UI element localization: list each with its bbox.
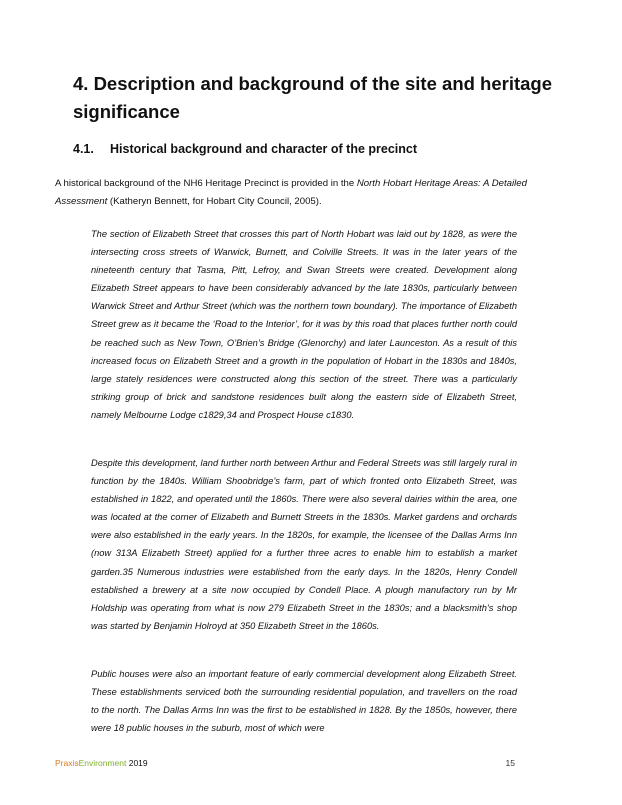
intro-text-before: A historical background of the NH6 Heritage Precinct is provided in the [55,178,357,189]
quote-paragraph-1: The section of Elizabeth Street that crosses this part of North Hobart was laid out by 1828, as were the intersecting cross streets of Warwick, Burnett, and Colville Streets. It was in the later years of the nineteenth century that Tasma, Pitt, Lefroy, and Swan Streets were created. Development along Elizabeth Street appears to have been considerably advanced by the late 1830s, particularly between Warwick Street and Arthur Street (which was the northern town boundary). The importance of Elizabeth Street grew as it became the ‘Road to the Interior’, for it was by this road that places further north could be reached such as New Town, O’Brien’s Bridge (Glenorchy) and later Launceston. As a result of this increased focus on Elizabeth Street and a growth in the population of Hobart in the 1830s and 1840s, large stately residences were constructed along this section of the street. There was a particularly striking group of brick and sandstone residences built along the eastern side of Elizabeth Street, namely Melbourne Lodge c1829,34 and Prospect House c1830. [91,229,517,420]
intro-text-after: (Katheryn Bennett, for Hobart City Council, 2005). [107,196,322,207]
section-heading: 4. Description and background of the site and heritage significance [73,73,553,122]
footer-brand-praxis: Praxis [55,758,79,768]
page-footer [55,757,515,769]
subsection-title: Historical background and character of the precinct [110,142,418,156]
quote-paragraph-3: Public houses were also an important feature of early commercial development along Elizabeth Street. These establishments serviced both the surrounding residential population, and travellers on the road to the north. The Dallas Arms Inn was the first to be established in 1828. By the 1850s, however, there were 18 public houses in the suburb, most of which were [91,669,517,734]
intro-source-title: North Hobart Heritage Areas: A Detailed Assessment [55,178,527,207]
quote-paragraph-2: Despite this development, land further north between Arthur and Federal Streets was still largely rural in function by the 1840s. William Shoobridge’s farm, part of which fronted onto Elizabeth Street, was established in 1822, and operated until the 1860s. There were also several dairies within the area, one was located at the corner of Elizabeth and Burnett Streets in the 1830s. Market gardens and orchards were also established in the early years. In the 1820s, for example, the licensee of the Dallas Arms Inn (now 313A Elizabeth Street) applied for a further three acres to enable him to establish a market garden.35 Numerous industries were established from the early days. In the 1820s, Henry Condell established a brewery at a site now occupied by Condell Place. A plough manufactory run by Mr Holdship was operating from what is now 279 Elizabeth Street in the 1830s; and a blacksmith’s shop was started by Benjamin Holroyd at 350 Elizabeth Street in the 1860s. [91,458,517,631]
subsection-number: 4.1. [73,142,94,156]
subsection-heading [73,141,553,157]
footer-brand-environment: Environment [78,758,127,768]
intro-paragraph [55,175,565,211]
footer-year: 2019 [128,758,148,768]
page-number: 15 [505,758,515,768]
